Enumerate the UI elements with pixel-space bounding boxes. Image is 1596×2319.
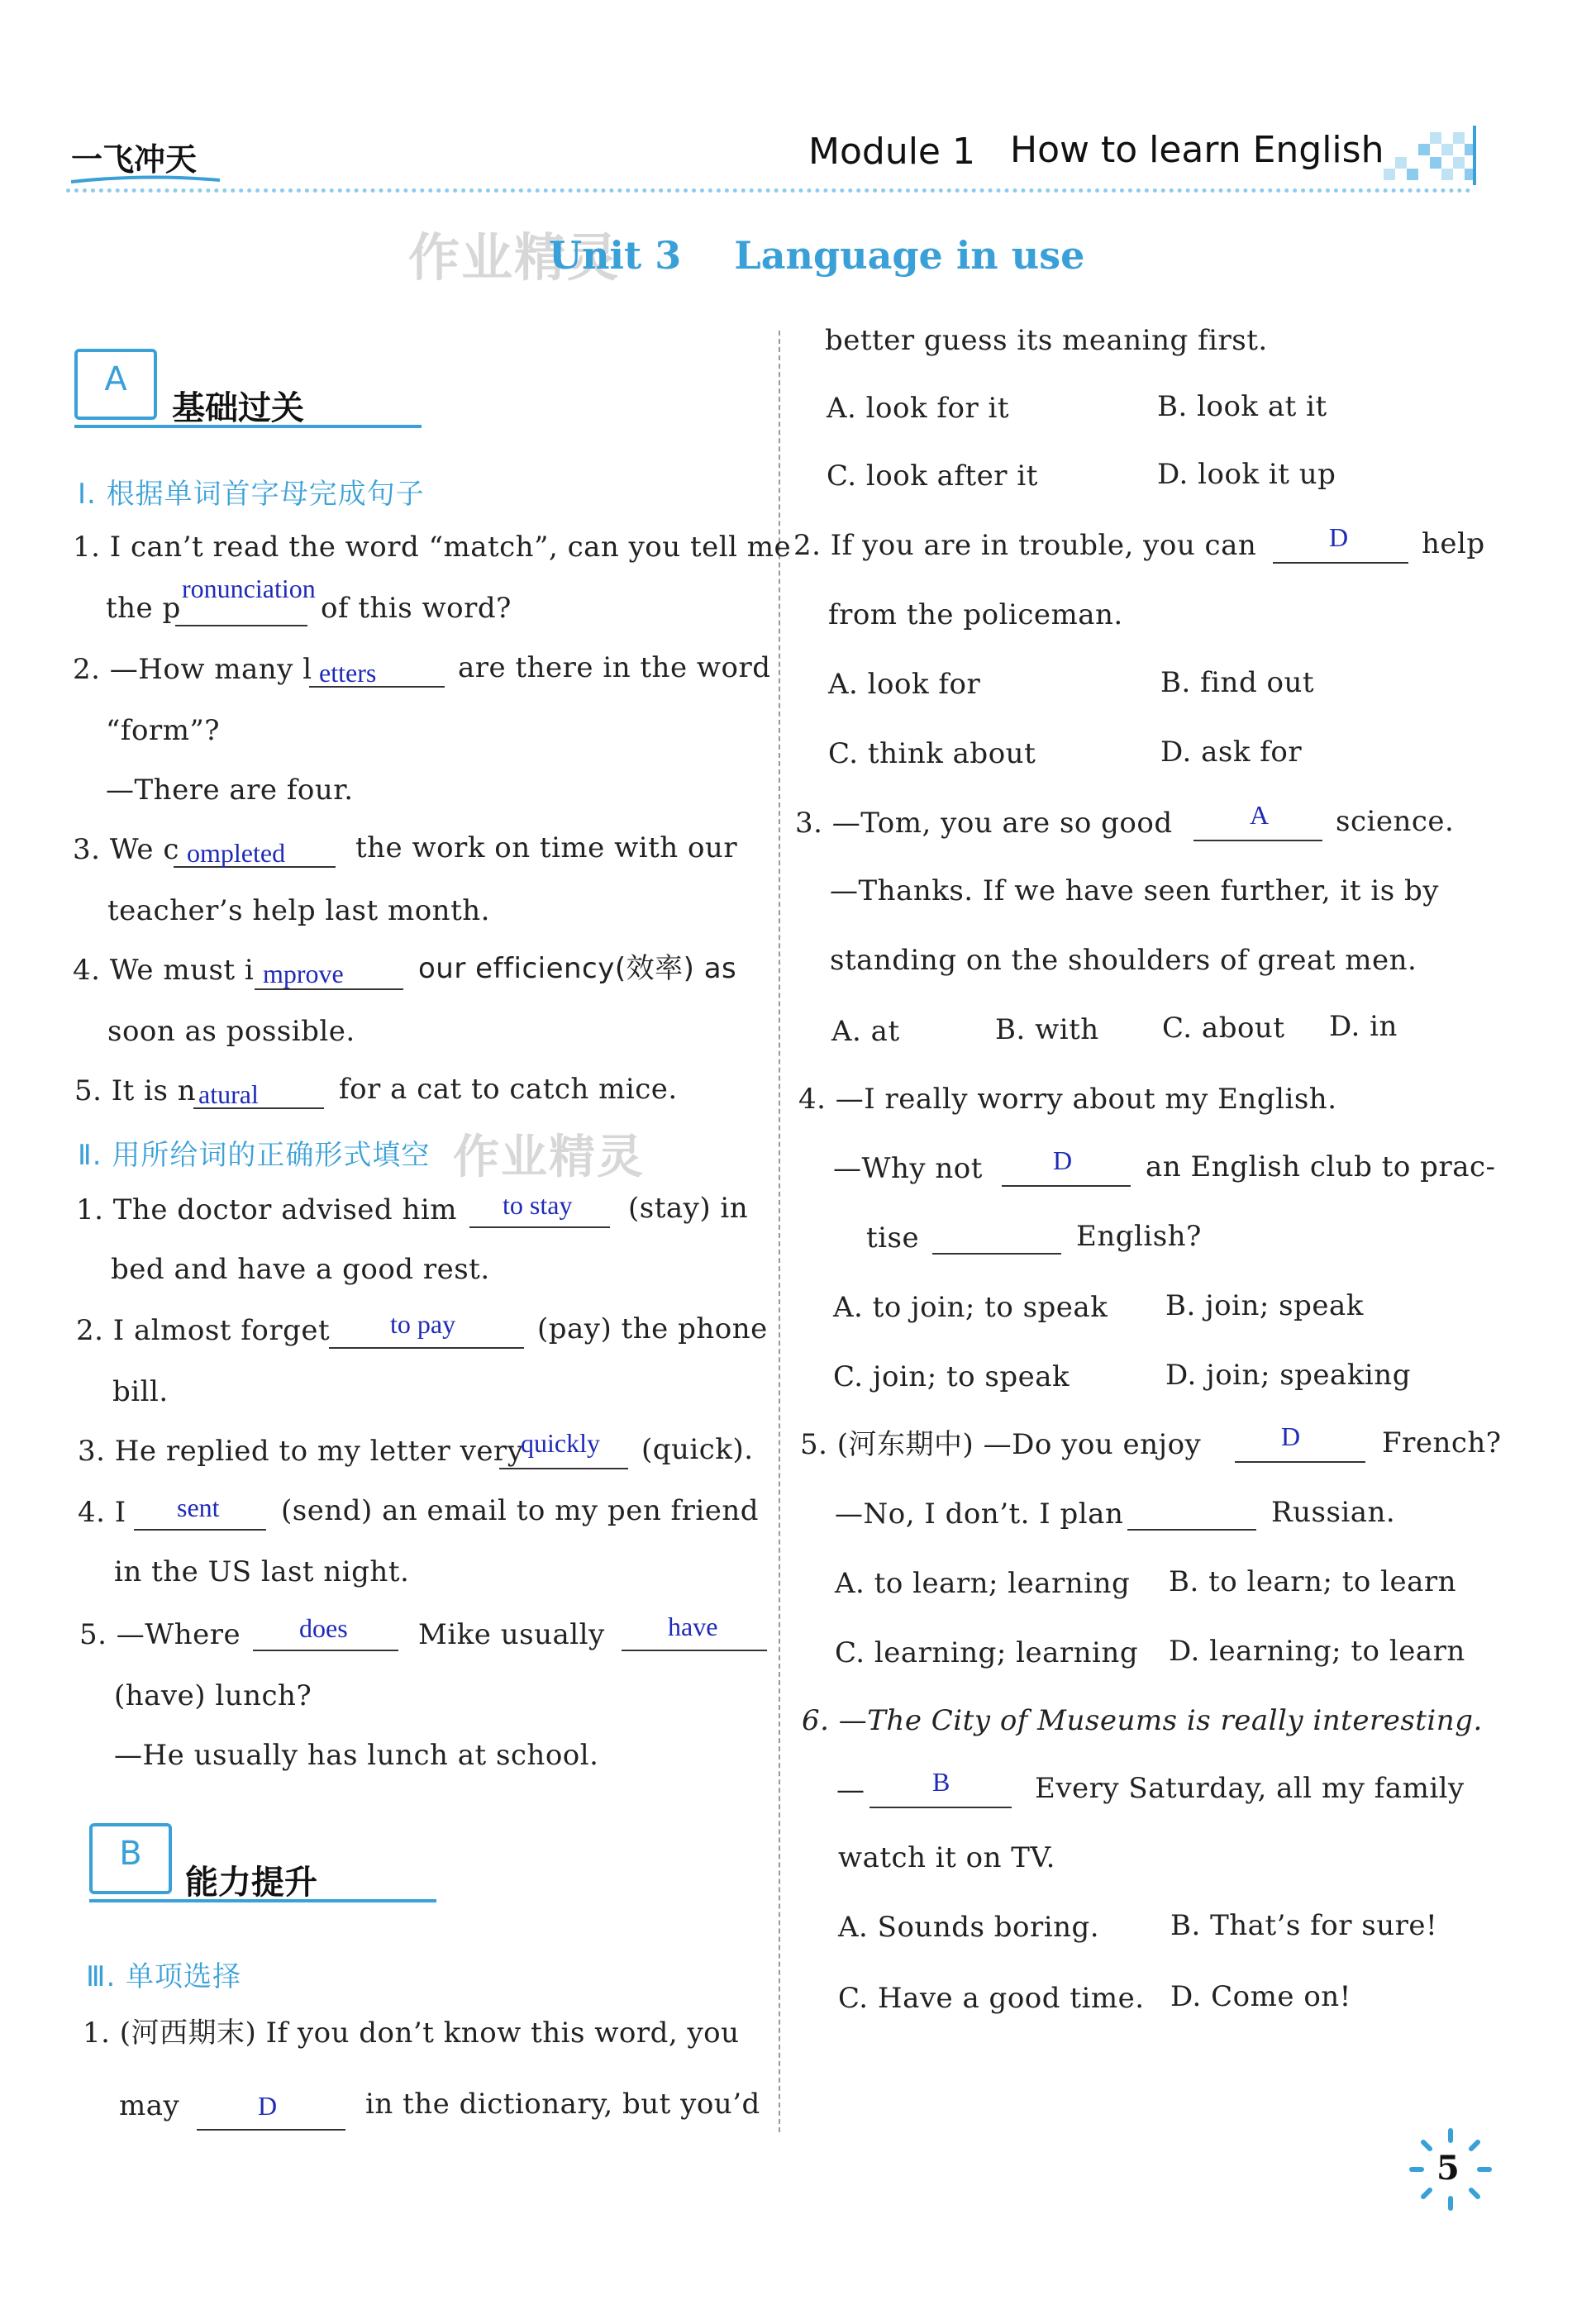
p1-q4-blank[interactable]	[255, 988, 403, 990]
p3-q1-opt-d[interactable]: D. look it up	[1157, 458, 1336, 491]
p3-q4-answer: D	[1053, 1145, 1073, 1175]
part3-heading: Ⅲ. 单项选择	[86, 1960, 242, 1993]
p3-q6-opt-b[interactable]: B. That’s for sure!	[1170, 1909, 1438, 1942]
p3-q2-line2: from the policeman.	[828, 598, 1123, 631]
p3-q2-pre: 2. If you are in trouble, you can	[793, 529, 1257, 562]
p2-q4-line2: in the US last night.	[114, 1555, 410, 1588]
p2-q5-blank-1[interactable]	[253, 1650, 398, 1651]
p1-q4-post: our efficiency(效率) as	[418, 952, 737, 985]
p2-q3-post: (quick).	[641, 1433, 754, 1466]
p3-q6-blank[interactable]	[869, 1807, 1012, 1808]
p3-q5-pre: 5. (河东期中) —Do you enjoy	[800, 1428, 1202, 1461]
p3-q3-post: science.	[1336, 805, 1455, 838]
p2-q5-pre: 5. —Where	[79, 1618, 241, 1651]
p3-q3-answer: A	[1250, 800, 1270, 830]
p2-q1-pre: 1. The doctor advised him	[76, 1193, 457, 1226]
p3-q4-opt-d[interactable]: D. join; speaking	[1165, 1359, 1411, 1392]
p3-q6-line3: watch it on TV.	[838, 1841, 1055, 1874]
p1-q2-pre: 2. —How many l	[73, 653, 312, 686]
p1-q3-post: the work on time with our	[355, 831, 738, 864]
p2-q4-pre: 4. I	[78, 1496, 126, 1529]
p2-q5-answer-1: does	[299, 1613, 348, 1643]
p3-q2-post: help	[1422, 527, 1485, 560]
p3-q3-opt-c[interactable]: C. about	[1162, 1012, 1285, 1045]
p2-q2-post: (pay) the phone	[537, 1312, 768, 1345]
part2-heading: Ⅱ. 用所给词的正确形式填空	[78, 1139, 431, 1172]
p3-q1-opt-b[interactable]: B. look at it	[1157, 390, 1327, 423]
p3-q3-pre: 3. —Tom, you are so good	[795, 807, 1173, 840]
brand-logo: 一飞冲天	[71, 141, 198, 178]
p2-q5-line2: (have) lunch?	[114, 1679, 312, 1712]
p2-q2-blank[interactable]	[329, 1347, 524, 1349]
p3-q6-post: Every Saturday, all my family	[1035, 1772, 1465, 1805]
p3-q6-opt-a[interactable]: A. Sounds boring.	[838, 1911, 1100, 1944]
p3-q4-opt-c[interactable]: C. join; to speak	[833, 1360, 1070, 1393]
p1-q3-line2: teacher’s help last month.	[107, 894, 490, 927]
section-a-underline	[74, 425, 422, 428]
p3-q4-pre: —Why not	[833, 1152, 983, 1185]
p3-q4-post2: English?	[1076, 1220, 1202, 1253]
p3-q2-opt-b[interactable]: B. find out	[1160, 666, 1315, 699]
p3-q4-blank-1[interactable]	[1002, 1185, 1131, 1187]
p3-q6-answer: B	[932, 1767, 950, 1797]
p3-q2-opt-c[interactable]: C. think about	[828, 737, 1036, 770]
p2-q5-blank-2[interactable]	[622, 1650, 767, 1651]
p3-q3-opt-d[interactable]: D. in	[1329, 1010, 1398, 1043]
p3-q2-opt-a[interactable]: A. look for	[828, 668, 981, 701]
p3-q5-post2: Russian.	[1271, 1496, 1396, 1529]
p1-q2-line3: —There are four.	[106, 774, 354, 807]
p3-q5-opt-a[interactable]: A. to learn; learning	[835, 1567, 1131, 1600]
p1-q5-answer: atural	[198, 1079, 259, 1109]
p3-q3-opt-b[interactable]: B. with	[995, 1013, 1099, 1046]
p3-q3-line2: —Thanks. If we have seen further, it is by	[830, 874, 1439, 907]
p3-q5-pre2: —No, I don’t. I plan	[835, 1498, 1124, 1531]
p2-q5-mid: Mike usually	[418, 1618, 605, 1651]
section-a-title: 基础过关	[172, 389, 304, 427]
part1-heading: Ⅰ. 根据单词首字母完成句子	[78, 478, 425, 511]
p1-q2-line2: “form”?	[106, 714, 221, 747]
p3-q2-blank[interactable]	[1273, 562, 1408, 564]
p3-q3-opt-a[interactable]: A. at	[831, 1015, 900, 1048]
p1-q4-pre: 4. We must i	[73, 954, 255, 987]
p1-q1-post: of this word?	[321, 592, 512, 625]
p2-q1-blank[interactable]	[469, 1226, 610, 1228]
p1-q1-answer: ronunciation	[182, 574, 316, 603]
p3-q4-pre2: tise	[866, 1221, 920, 1255]
p3-q5-opt-c[interactable]: C. learning; learning	[835, 1636, 1139, 1669]
p3-q4-opt-b[interactable]: B. join; speak	[1165, 1289, 1364, 1322]
p3-q3-line3: standing on the shoulders of great men.	[830, 944, 1417, 977]
p2-q1-post: (stay) in	[628, 1192, 749, 1225]
p2-q2-answer: to pay	[390, 1309, 456, 1339]
watermark-top: 作业精灵	[408, 227, 621, 288]
p3-q5-blank-2[interactable]	[1127, 1529, 1256, 1531]
p3-q1-answer: D	[258, 2091, 278, 2121]
watermark-middle: 作业精灵	[453, 1131, 645, 1184]
module-label: Module 1	[808, 131, 975, 173]
p1-q5-pre: 5. It is n	[74, 1074, 197, 1107]
p3-q5-post: French?	[1382, 1426, 1502, 1459]
p2-q3-blank[interactable]	[499, 1468, 628, 1469]
p2-q5-answer-2: have	[668, 1612, 718, 1641]
p1-q5-post: for a cat to catch mice.	[339, 1073, 678, 1106]
p2-q3-answer: quickly	[521, 1428, 600, 1458]
p3-q6-opt-d[interactable]: D. Come on!	[1170, 1980, 1351, 2013]
checker-decoration-icon	[1380, 126, 1479, 185]
p2-q4-post: (send) an email to my pen friend	[281, 1494, 760, 1527]
p3-q4-post: an English club to prac-	[1146, 1150, 1496, 1183]
p3-q5-blank-1[interactable]	[1235, 1461, 1365, 1463]
p3-q1-line1: 1. (河西期末) If you don’t know this word, you	[83, 2017, 740, 2050]
p3-q4-opt-a[interactable]: A. to join; to speak	[833, 1291, 1108, 1324]
p3-q1-post: in the dictionary, but you’d	[365, 2088, 760, 2121]
module-title: How to learn English	[1010, 129, 1384, 171]
page-number: 5	[1436, 2149, 1460, 2188]
p1-q3-answer: ompleted	[187, 838, 286, 868]
p2-q2-pre: 2. I almost forget	[76, 1314, 331, 1347]
section-b-book-icon: B	[89, 1823, 172, 1894]
p2-q4-answer: sent	[177, 1493, 220, 1522]
p1-q4-line2: soon as possible.	[107, 1015, 355, 1048]
p3-q1-opt-c[interactable]: C. look after it	[827, 460, 1038, 493]
p3-q1-line3: better guess its meaning first.	[825, 324, 1268, 357]
p2-q4-blank[interactable]	[134, 1529, 266, 1531]
p1-q1-blank[interactable]	[175, 625, 307, 626]
p3-q1-blank[interactable]	[197, 2129, 345, 2131]
p3-q6-pre: —	[836, 1774, 865, 1807]
p2-q3-pre: 3. He replied to my letter very	[78, 1435, 524, 1468]
p3-q5-opt-d[interactable]: D. learning; to learn	[1169, 1635, 1465, 1668]
p3-q6-line1: 6. —The City of Museums is really interesting.	[802, 1704, 1483, 1737]
section-b-title: 能力提升	[185, 1864, 317, 1902]
p2-q1-answer: to stay	[503, 1190, 573, 1220]
p3-q1-pre: may	[119, 2089, 180, 2122]
p1-q4-answer: mprove	[263, 959, 344, 988]
p3-q6-opt-c[interactable]: C. Have a good time.	[838, 1982, 1145, 2015]
p3-q2-opt-d[interactable]: D. ask for	[1160, 736, 1303, 769]
header-divider	[66, 188, 1471, 193]
p1-q3-pre: 3. We c	[73, 833, 179, 866]
p3-q3-blank[interactable]	[1193, 840, 1322, 841]
p2-q5-line3: —He usually has lunch at school.	[114, 1739, 599, 1772]
p3-q1-opt-a[interactable]: A. look for it	[827, 392, 1010, 425]
p1-q2-answer: etters	[319, 658, 377, 688]
p3-q4-line1: 4. —I really worry about my English.	[798, 1083, 1337, 1116]
section-a-book-icon: A	[74, 349, 157, 420]
p3-q5-answer: D	[1281, 1421, 1301, 1451]
p3-q2-answer: D	[1329, 522, 1349, 552]
p1-q1-pre: the p	[106, 592, 181, 625]
column-divider	[779, 331, 780, 2132]
p2-q2-line2: bill.	[112, 1375, 169, 1408]
p3-q5-opt-b[interactable]: B. to learn; to learn	[1169, 1565, 1457, 1598]
p1-q2-post: are there in the word	[458, 651, 771, 684]
brand-swoosh-icon	[71, 175, 220, 187]
p2-q1-line2: bed and have a good rest.	[111, 1253, 490, 1286]
p3-q4-blank-2[interactable]	[932, 1253, 1061, 1255]
unit-title: Unit 3 Language in use	[549, 233, 1085, 278]
p1-q1-line1: 1. I can’t read the word “match”, can you tell me	[73, 531, 792, 564]
section-b-underline	[89, 1899, 436, 1902]
